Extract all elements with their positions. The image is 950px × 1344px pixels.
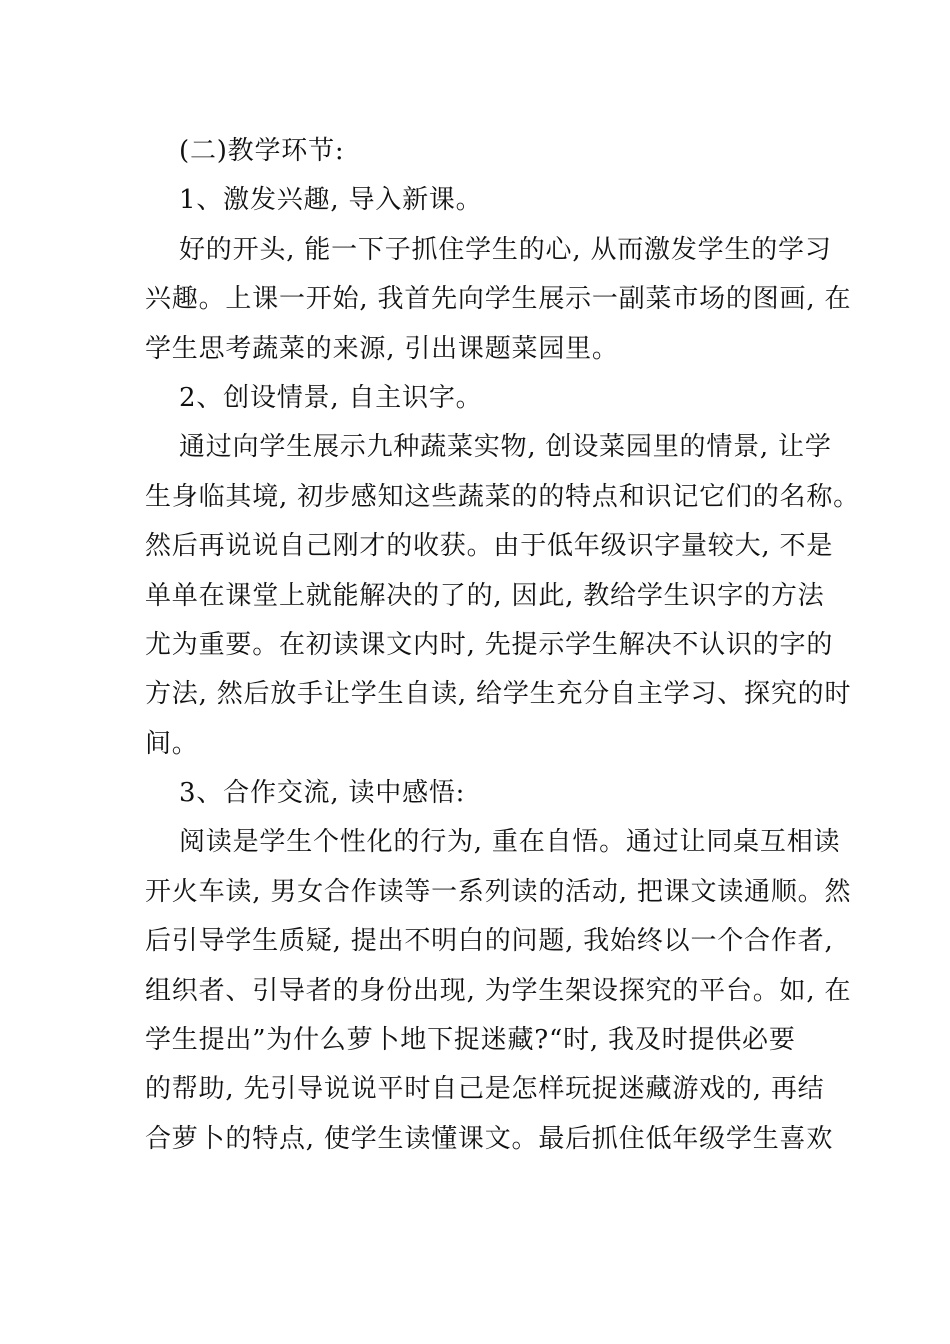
paragraph-line: 学生提出”为什么萝卜地下捉迷藏?“时, 我及时提供必要 xyxy=(145,1025,796,1056)
section-heading: (二)教学环节: xyxy=(179,136,345,166)
paragraph-line: 开火车读, 男女合作读等一系列读的活动, 把课文读通顺。然 xyxy=(145,876,852,907)
paragraph-line: 的帮助, 先引导说说平时自己是怎样玩捉迷藏游戏的, 再结 xyxy=(145,1074,825,1105)
paragraph-line: 兴趣。上课一开始, 我首先向学生展示一副菜市场的图画, 在 xyxy=(145,284,852,315)
paragraph-line: 通过向学生展示九种蔬菜实物, 创设菜园里的情景, 让学 xyxy=(179,432,832,463)
paragraph-line: 生身临其境, 初步感知这些蔬菜的的特点和识记它们的名称。 xyxy=(145,481,860,512)
paragraph-line: 合萝卜的特点, 使学生读懂课文。最后抓住低年级学生喜欢 xyxy=(145,1123,834,1154)
paragraph-line: 尤为重要。在初读课文内时, 先提示学生解决不认识的字的 xyxy=(145,629,834,660)
paragraph-line: 方法, 然后放手让学生自读, 给学生充分自主学习、探究的时 xyxy=(145,679,852,710)
step-heading-2: 2、创设情景, 自主识字。 xyxy=(179,382,483,413)
paragraph-line: 组织者、引导者的身份出现, 为学生架设探究的平台。如, 在 xyxy=(145,975,852,1006)
document-body xyxy=(145,127,860,1164)
paragraph-line: 好的开头, 能一下子抓住学生的心, 从而激发学生的学习 xyxy=(179,234,832,265)
paragraph-line: 间。 xyxy=(145,728,199,759)
step-heading-1: 1、激发兴趣, 导入新课。 xyxy=(179,185,483,216)
paragraph-line: 单单在课堂上就能解决的了的, 因此, 教给学生识字的方法 xyxy=(145,580,825,611)
step-heading-3: 3、合作交流, 读中感悟: xyxy=(179,778,466,809)
paragraph-line: 然后再说说自己刚才的收获。由于低年级识字量较大, 不是 xyxy=(145,531,834,562)
paragraph-line: 阅读是学生个性化的行为, 重在自悟。通过让同桌互相读 xyxy=(179,827,841,858)
paragraph-line: 后引导学生质疑, 提出不明白的问题, 我始终以一个合作者, xyxy=(145,926,834,957)
paragraph-line: 学生思考蔬菜的来源, 引出课题菜园里。 xyxy=(145,333,619,364)
